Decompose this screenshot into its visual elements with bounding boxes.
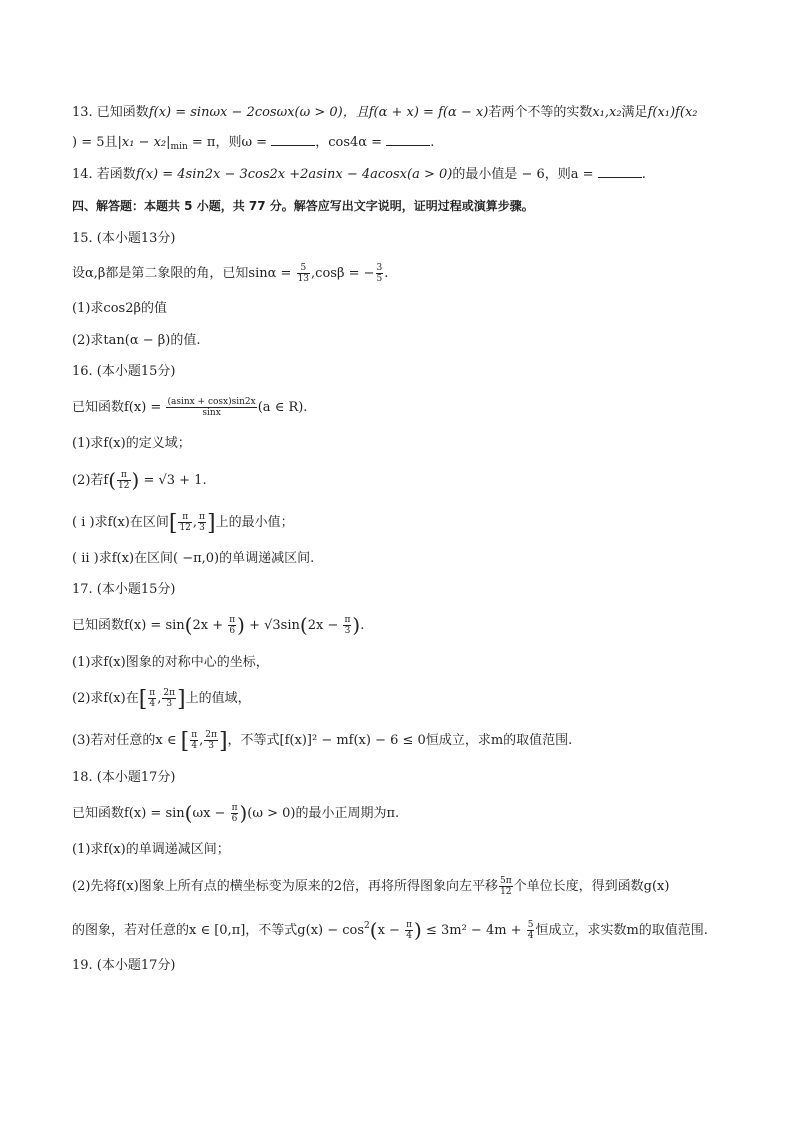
q13-text-3: 满足 — [621, 105, 648, 120]
q16-stem — [72, 397, 754, 418]
q17-part-3: (3)若对任意的x ∈ [ $\frac{\pi}{4}$ , $\frac{2\pi}{3}$ ]，不等式[f(x)]² − mf(x) − 6 ≤ 0恒成立，求m的取值范围. — [72, 729, 573, 754]
q13-text-4: ) = 5且 — [72, 135, 118, 150]
q17-part-2-num-2: 2π — [163, 688, 176, 698]
q17-part-3-num-2: 2π — [205, 730, 217, 740]
q18-part-2-den: 12 — [500, 887, 512, 897]
q18-sup: 2 — [364, 921, 370, 931]
q18-part-2-text: (2)先将f(x)图象上所有点的横坐标变为原来的2倍，再将所得图象向左平移 — [72, 879, 498, 894]
q13-text: 13. 已知函数 — [72, 105, 149, 120]
q19-header: 19. (本小题17分) — [72, 958, 176, 973]
q17-part-3-den-2: 3 — [208, 741, 214, 751]
q18-part-2-cont-frac — [405, 920, 413, 941]
q14-text: 14. 若函数 — [72, 167, 136, 182]
q17-part-2-num-1: π — [149, 688, 156, 698]
q18-part-2-cont-end: 恒成立，求实数m的取值范围. — [535, 923, 708, 938]
q17-header: 17. (本小题15分) — [72, 582, 176, 597]
q13-formula-2: f(α + x) = f(α − x) — [368, 105, 489, 120]
q15-stem-end: . — [384, 266, 389, 281]
q15-part-1: (1)求cos2β的值 — [72, 301, 167, 316]
q17-part-2-frac-1 — [148, 688, 156, 709]
q18-stem-frac — [231, 803, 239, 824]
q16-part-2i: ( i )求f(x)在区间[ $\frac{\pi}{12}$ , $\frac{\pi}{3}$ ]上的最小值； — [72, 511, 294, 536]
q18-part-2-cont-in: x − — [377, 923, 405, 938]
q18-part-2-cont-num-2: 5 — [527, 920, 534, 930]
q18-part-2 — [72, 876, 754, 897]
q15-frac-1 — [297, 263, 310, 284]
q15-part-2: (2)求tan(α − β)的值. — [72, 333, 201, 348]
q17-part-2-frac-2 — [162, 688, 176, 709]
q16-part-2-text: (2)若f — [72, 473, 109, 488]
q17-part-2: (2)求f(x)在[ $\frac{\pi}{4}$ , $\frac{2\pi}{3}$ ]上的值域， — [72, 687, 251, 712]
q14-text-2: 的最小值是 − 6，则a = — [452, 167, 598, 182]
q15-frac-2-num: 3 — [376, 263, 383, 273]
q18-part-2-cont-den: 4 — [406, 931, 412, 941]
q17-stem-den-1: 6 — [229, 626, 236, 636]
q16-part-2i-den-2: 3 — [199, 523, 205, 533]
q17-part-2-den-2: 3 — [166, 699, 173, 709]
q16-part-2i-num-2: π — [199, 512, 205, 522]
q16-part-2-end: = √3 + 1. — [139, 473, 207, 488]
q17-part-3-den-1: 4 — [191, 741, 198, 751]
q15-stem-text: 设α,β都是第二象限的角，已知sinα = — [72, 266, 296, 281]
q16-part-2-frac — [117, 470, 130, 491]
q16-part-2: (2)若f( $\frac{\pi}{12}$ ) = √3 + 1. — [72, 468, 207, 492]
q18-stem-num: π — [231, 803, 238, 813]
q16-part-2-num: π — [117, 470, 130, 481]
q18-part-2-cont: 的图象，若对任意的x ∈ [0,π]，不等式$g(x) - \cos^2(x$ − $\frac{\pi}{4}$ ) ≤ 3m² − 4m + $\frac{5}{4}$ 恒成立，求实数m的取值范围. — [72, 918, 708, 942]
q17-part-3-end: ，不等式[f(x)]² − mf(x) − 6 ≤ 0恒成立，求m的取值范围. — [227, 733, 573, 748]
q17-stem-in-2: 2x − — [307, 618, 343, 633]
q13-line1 — [72, 103, 754, 123]
q18-part-2-frac — [499, 876, 513, 897]
q17-part-1: (1)求f(x)图象的对称中心的坐标， — [72, 655, 269, 670]
q18-stem-text: 已知函数f(x) = sin — [72, 806, 185, 821]
q16-header: 16. (本小题15分) — [72, 364, 176, 379]
q16-part-2i-frac-1 — [178, 512, 191, 533]
q16-stem-text: 已知函数f(x) = — [72, 400, 166, 415]
q18-stem-den: 6 — [231, 814, 238, 824]
q17-stem-text: 已知函数f(x) = sin — [72, 618, 185, 633]
q17-stem-num-2: π — [344, 615, 351, 625]
q17-stem-den-2: 3 — [344, 626, 351, 636]
q13-line2 — [72, 133, 754, 157]
q16-stem-end: (a ∈ R). — [257, 400, 308, 415]
q13-text-5: = π，则ω = — [187, 135, 272, 150]
q17-stem-text-2: + √3sin — [244, 618, 300, 633]
q17-stem-frac-1 — [228, 615, 236, 636]
q13-sub: min — [170, 142, 188, 152]
q14-end: . — [641, 167, 646, 182]
q13-text-2: 若两个不等的实数 — [488, 105, 593, 120]
q13-vars: x₁,x₂ — [592, 105, 622, 120]
q18-part-2-cont-text: 的图象，若对任意的x ∈ [0,π]，不等式g(x) − cos — [72, 923, 365, 938]
q13-formula-3: f(x₁)f(x₂ — [647, 105, 698, 120]
q13-blank-2[interactable] — [386, 133, 430, 146]
q17-part-2-text: (2)求f(x)在 — [72, 691, 139, 706]
q13-formula: f(x) = sinωx − 2cosωx(ω > 0)，且 — [148, 105, 369, 120]
q16-part-2i-num-1: π — [178, 512, 191, 523]
q15-header: 15. (本小题13分) — [72, 231, 176, 246]
q18-part-2-end: 个单位长度，得到函数g(x) — [513, 879, 670, 894]
q16-part-2ii: ( ii )求f(x)在区间( −π,0)的单调递减区间. — [72, 551, 315, 566]
q15-frac-1-den: 13 — [297, 274, 310, 284]
q16-part-2i-den-1: 12 — [179, 523, 191, 533]
q17-part-3-frac-1 — [190, 730, 198, 751]
q13-blank-1[interactable] — [271, 133, 315, 146]
q18-header: 18. (本小题17分) — [72, 770, 176, 785]
q18-stem: 已知函数f(x) = sin(ωx − $\frac{\pi}{6}$ )(ω > 0)的最小正周期为π. — [72, 801, 400, 825]
q18-part-2-num: 5π — [499, 876, 512, 886]
q17-stem-in-1: 2x + — [192, 618, 228, 633]
q18-stem-end: (ω > 0)的最小正周期为π. — [247, 806, 400, 821]
q16-part-2-den: 12 — [118, 481, 130, 491]
q13-end: . — [430, 135, 435, 150]
q15-frac-1-num: 5 — [297, 263, 310, 274]
q17-stem-end: . — [360, 618, 365, 633]
q17-stem-num-1: π — [229, 615, 236, 625]
q14-blank[interactable] — [598, 165, 642, 178]
q18-part-2-cont-text-2: ≤ 3m² − 4m + — [421, 923, 526, 938]
q16-part-2i-frac-2 — [198, 512, 206, 533]
q16-part-1: (1)求f(x)的定义域； — [72, 436, 191, 451]
q14-line — [72, 165, 754, 185]
q14-formula: f(x) = 4sin2x − 3cos2x +2asinx − 4acosx(a > 0) — [135, 167, 453, 182]
q16-part-2i-end: 上的最小值； — [215, 515, 294, 530]
q17-part-2-den-1: 4 — [149, 699, 156, 709]
q17-stem-frac-2 — [343, 615, 351, 636]
q15-stem — [72, 263, 754, 284]
q16-frac-den: sinx — [202, 408, 221, 418]
q18-part-2-cont-num: π — [406, 920, 413, 930]
q16-part-2i-text: ( i )求f(x)在区间 — [72, 515, 169, 530]
q18-part-2-cont-frac-2 — [527, 920, 535, 941]
q17-stem: 已知函数f(x) = sin(2x + $\frac{\pi}{6}$ ) + √3sin(2x − $\frac{\pi}{3}$ ). — [72, 613, 365, 637]
q13-text-6: ，cos4α = — [315, 135, 387, 150]
q15-frac-2-den: 5 — [376, 274, 383, 284]
q13-abs: |x₁ − x₂| — [117, 135, 171, 150]
q17-part-2-end: 上的值域， — [185, 691, 251, 706]
q17-part-3-num-1: π — [191, 730, 198, 740]
q17-part-3-text: (3)若对任意的x ∈ — [72, 733, 181, 748]
section-4-heading: 四、解答题：本题共 5 小题，共 77 分。解答应写出文字说明，证明过程或演算步骤。 — [72, 199, 534, 213]
q16-frac-num: (asinx + cosx)sin2x — [167, 397, 256, 407]
q18-part-2-cont-den-2: 4 — [527, 931, 534, 941]
q15-stem-text-2: ,cosβ = − — [311, 266, 375, 281]
q18-stem-in: ωx − — [192, 806, 230, 821]
q15-frac-2 — [376, 263, 384, 284]
q17-part-3-frac-2 — [204, 730, 218, 751]
q18-part-1: (1)求f(x)的单调递减区间； — [72, 842, 230, 857]
q16-frac — [166, 397, 256, 418]
